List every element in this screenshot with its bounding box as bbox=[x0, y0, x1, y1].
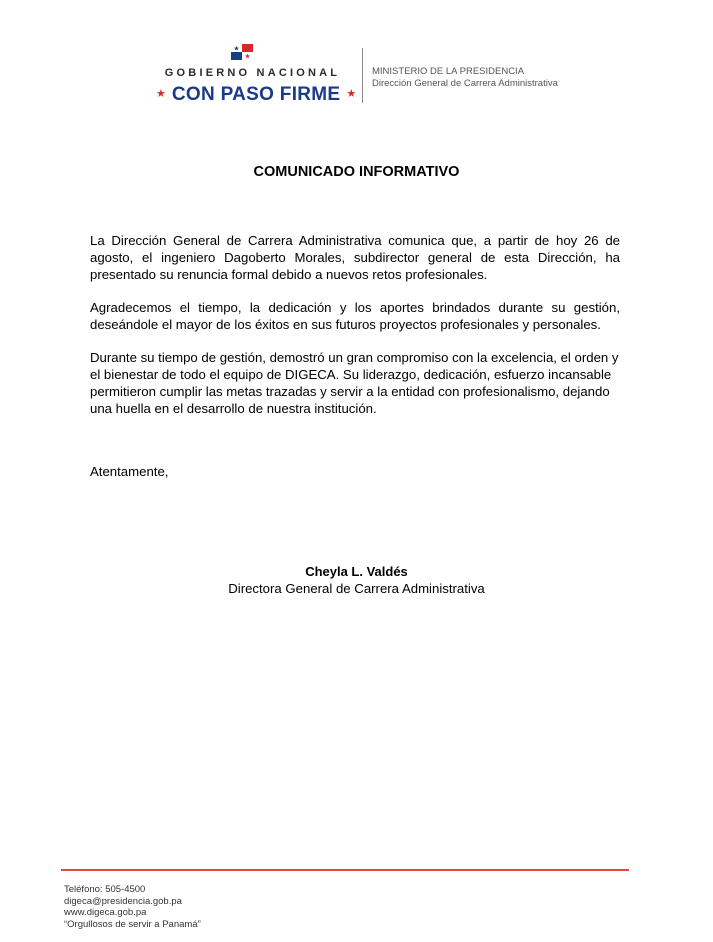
lema-text: CON PASO FIRME bbox=[171, 84, 341, 105]
lema-row bbox=[150, 84, 355, 106]
paragraph: La Dirección General de Carrera Administrativa comunica que, a partir de hoy 26 de agosto, el ingeniero Dagoberto Morales, subdirector general de esta Dirección, ha presentado su renuncia formal debido a nuevos retos profesionales. bbox=[90, 233, 620, 282]
document-title: COMUNICADO INFORMATIVO bbox=[253, 164, 460, 180]
document-body bbox=[90, 232, 620, 433]
star-icon: ★ bbox=[346, 88, 357, 100]
ministerio-block bbox=[372, 66, 558, 89]
footer-motto: “Orgullosos de servir a Panamá” bbox=[64, 918, 201, 930]
footer-divider bbox=[61, 869, 629, 871]
header-divider bbox=[362, 48, 363, 103]
gobierno-logo bbox=[150, 44, 355, 106]
footer-website: www.digeca.gob.pa bbox=[64, 907, 147, 918]
closing-text: Atentamente, bbox=[90, 464, 169, 479]
footer-phone: Teléfono: 505-4500 bbox=[64, 884, 146, 895]
ministerio-name: MINISTERIO DE LA PRESIDENCIA bbox=[372, 66, 525, 77]
star-icon: ★ bbox=[156, 88, 166, 100]
signer-role: Directora General de Carrera Administrativa bbox=[228, 581, 485, 596]
signer-name: Cheyla L. Valdés bbox=[305, 564, 408, 579]
paragraph: Agradecemos el tiempo, la dedicación y los aportes brindados durante su gestión, deseándole el mayor de los éxitos en sus futuros proyectos profesionales y personales. bbox=[90, 300, 620, 332]
paragraph: Durante su tiempo de gestión, demostró un gran compromiso con la excelencia, el orden y el bienestar de todo el equipo de DIGECA. Su liderazgo, dedicación, esfuerzo incansable permitieron cumplir las metas trazadas y servir a la entidad con profesionalismo, dejando una huella en el desarrollo de nuestra institución. bbox=[90, 350, 619, 416]
direccion-name: Dirección General de Carrera Administrativa bbox=[372, 77, 558, 89]
footer-contact bbox=[64, 884, 201, 930]
gobierno-nacional-text: GOBIERNO NACIONAL bbox=[164, 67, 341, 79]
footer-email: digeca@presidencia.gob.pa bbox=[64, 895, 182, 907]
panama-flag-icon bbox=[231, 44, 253, 60]
